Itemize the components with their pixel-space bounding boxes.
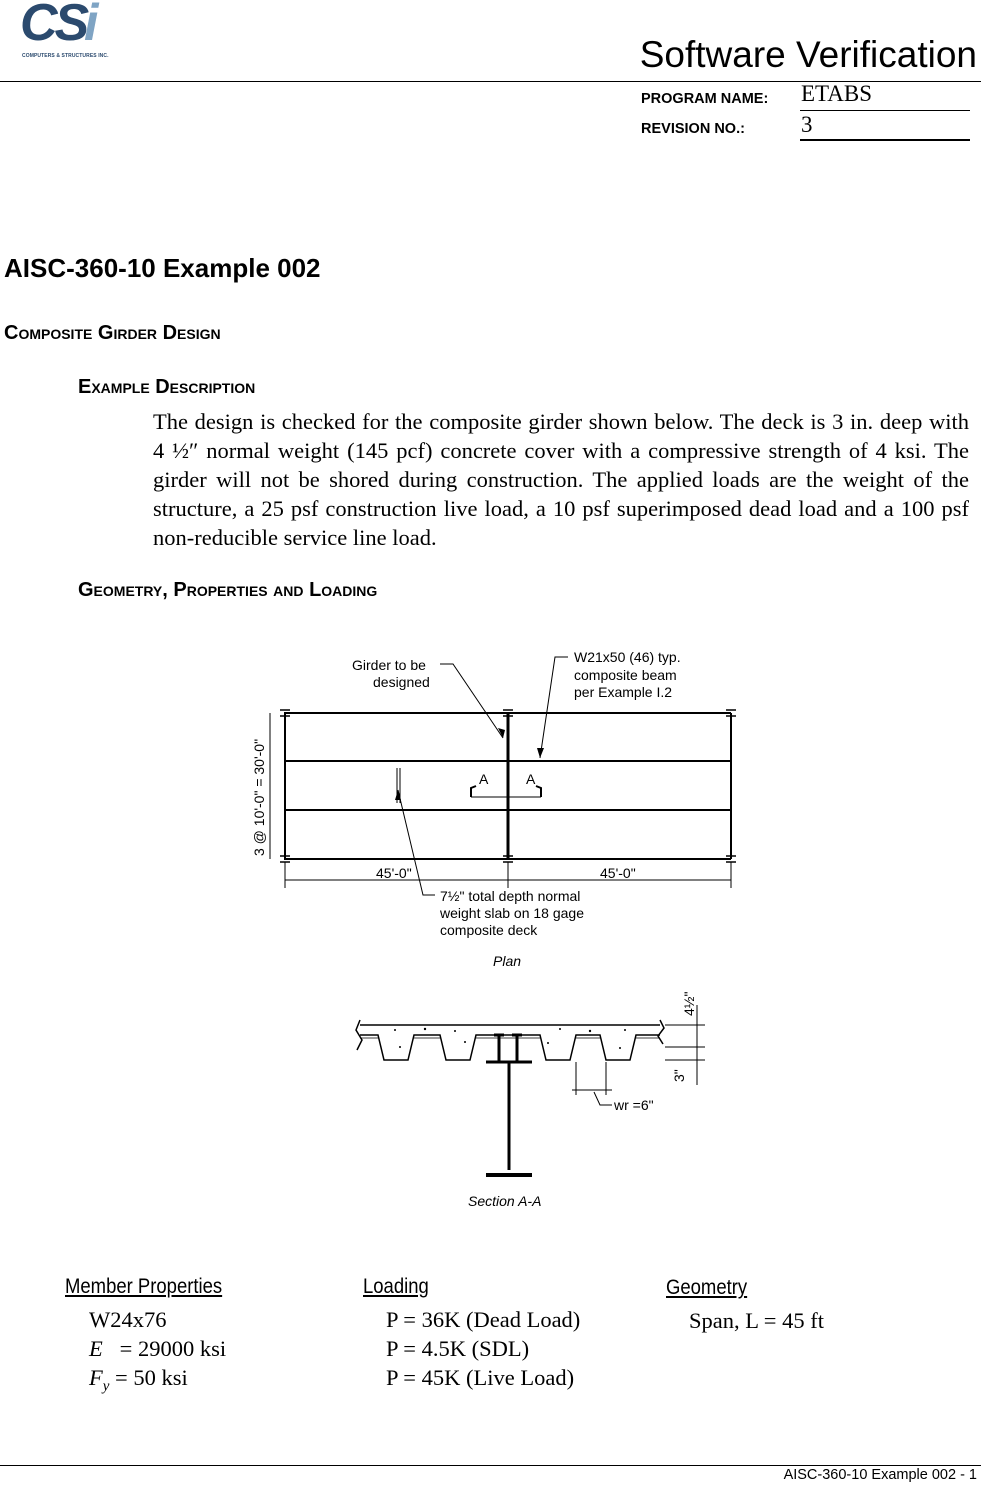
plan-beam-label-1: W21x50 (46) typ.	[574, 649, 681, 665]
modulus-value: = 29000 ksi	[119, 1336, 227, 1361]
section-cover-dimension: 4½"	[681, 991, 697, 1016]
section-caption: Section A-A	[468, 1193, 542, 1209]
load-live: P = 45K (Live Load)	[386, 1365, 575, 1390]
modulus-symbol: E	[89, 1336, 103, 1361]
load-dead: P = 36K (Dead Load)	[386, 1307, 581, 1332]
member-section: W24x76	[89, 1307, 167, 1332]
revision-label: REVISION NO.:	[641, 121, 745, 137]
section-mark-right: A	[526, 771, 536, 787]
geometry-heading: Geometry, Properties and Loading	[78, 579, 378, 601]
load-sdl: P = 4.5K (SDL)	[386, 1336, 530, 1361]
loading-heading: Loading	[363, 1275, 429, 1298]
plan-girder-label-1: Girder to be	[352, 657, 426, 673]
plan-caption: Plan	[493, 953, 522, 969]
member-properties-heading: Member Properties	[65, 1275, 223, 1298]
member-modulus-row	[89, 1336, 226, 1362]
page-header-title: Software Verification	[639, 34, 977, 75]
plan-beam-label-2: composite beam	[574, 667, 677, 683]
svg-text:i: i	[84, 0, 99, 52]
description-heading: Example Description	[78, 376, 256, 398]
yield-subscript: y	[102, 1378, 110, 1395]
geometry-props-heading: Geometry	[666, 1276, 748, 1299]
yield-symbol: F	[89, 1365, 103, 1390]
yield-value: = 50 ksi	[115, 1365, 188, 1390]
section-mark-left: A	[479, 771, 489, 787]
svg-text:CS: CS	[20, 0, 87, 52]
section-heading: Composite Girder Design	[4, 322, 221, 344]
geometry-span: Span, L = 45 ft	[689, 1308, 824, 1333]
plan-beam-label-3: per Example I.2	[574, 684, 673, 700]
plan-slab-label-1: 7½" total depth normal	[440, 888, 581, 904]
program-name-label: PROGRAM NAME:	[641, 91, 769, 107]
section-drawing	[356, 1005, 705, 1175]
example-title: AISC-360-10 Example 002	[4, 253, 321, 283]
plan-slab-label-3: composite deck	[440, 922, 538, 938]
plan-left-span: 45'-0"	[376, 865, 412, 881]
program-name-value: ETABS	[801, 81, 872, 106]
page-footer-label: AISC-360-10 Example 002 - 1	[783, 1467, 977, 1483]
section-deck-dimension: 3"	[671, 1069, 687, 1082]
plan-girder-label-2: designed	[373, 674, 430, 690]
description-paragraph: The design is checked for the composite girder shown below. The deck is 3 in. deep with 4 ½″ normal weight (145 pcf) concrete cover with a compressive strength of 4 ksi. The girder will not be shored during construction. The applied loads are the weight of the structure, a 25 psf construction live load, a 10 psf superimposed dead load and a 100 psf non-reducible service line load.	[153, 409, 969, 550]
revision-value: 3	[801, 112, 813, 137]
plan-slab-label-2: weight slab on 18 gage	[440, 905, 584, 921]
plan-vertical-dimension: 3 @ 10'-0" = 30'-0"	[251, 738, 267, 856]
plan-right-span: 45'-0"	[600, 865, 636, 881]
section-rib-width: wr =6"	[614, 1097, 654, 1113]
member-yield-row	[89, 1365, 188, 1396]
footer-rule	[0, 1465, 981, 1466]
logo-subtext: COMPUTERS & STRUCTURES INC.	[22, 53, 109, 59]
